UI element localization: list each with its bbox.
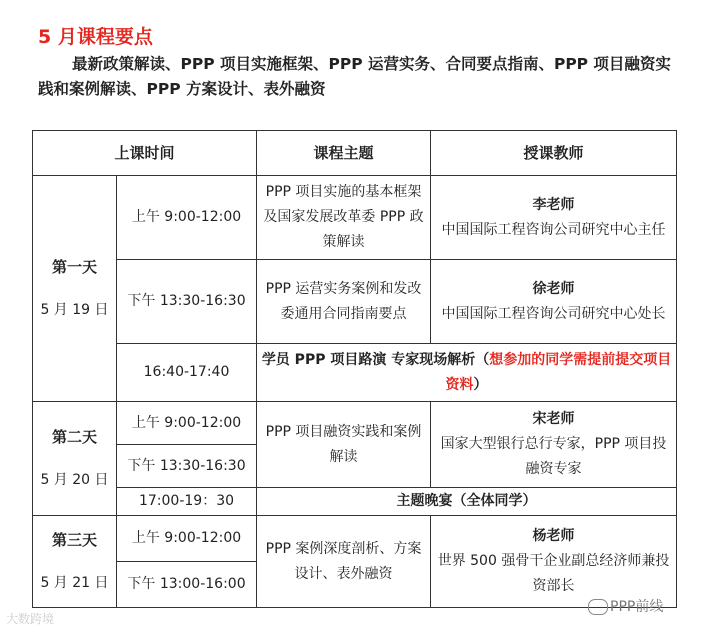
table-row [33,402,677,445]
header-time: 上课时间 [33,131,257,176]
day1-s1-time: 上午 9:00-12:00 [117,176,257,260]
table-row [33,344,677,402]
day1-name: 第一天 [51,257,97,276]
table-row [33,516,677,562]
day3-s1-time: 上午 9:00-12:00 [117,516,257,562]
day1-s3-note: 想参加的同学需提前提交项目资料 [445,351,672,393]
day3-s2-time: 下午 13:00-16:00 [117,562,257,608]
header-teacher: 授课教师 [431,131,677,176]
table-header-row [33,131,677,176]
day1-s2-teacher-name: 徐老师 [532,280,575,297]
day1-s3-activity: 学员 PPP 项目路演 专家现场解析（ [261,351,490,368]
day2-s3-time: 17:00-19：30 [117,488,257,516]
day3-date: 5 月 21 日 [40,574,109,591]
day2-s1-time: 上午 9:00-12:00 [117,402,257,445]
intro-paragraph: 最新政策解读、PPP 项目实施框架、PPP 运营实务、合同要点指南、PPP 项目融资实践和案例解读、PPP 方案设计、表外融资 [38,55,671,98]
day3-name: 第三天 [51,530,97,549]
day1-s3-activity-cell [257,344,677,402]
day3-topic: PPP 案例深度剖析、方案设计、表外融资 [257,516,431,608]
day3-teacher-cell [431,516,677,608]
watermark-right-text: PPP前线 [610,599,664,615]
watermark-left: 大数跨境 [6,612,55,626]
day2-teacher-cell [431,402,677,488]
day2-s3-activity: 主题晚宴（全体同学） [257,488,677,516]
page-title: 5 月课程要点 [38,26,153,48]
day1-cell [33,176,117,402]
table-row [33,260,677,344]
day3-teacher-desc: 世界 500 强骨干企业副总经济师兼投资部长 [437,553,670,594]
day3-teacher-name: 杨老师 [532,528,575,544]
day3-cell [33,516,117,608]
day1-s1-teacher-desc: 中国国际工程咨询公司研究中心主任 [441,221,666,238]
watermark-right [588,596,663,616]
table-row [33,176,677,260]
day1-s1-topic: PPP 项目实施的基本框架及国家发展改革委 PPP 政策解读 [257,176,431,260]
day2-teacher-desc: 国家大型银行总行专家，PPP 项目投融资专家 [440,436,667,477]
day1-s2-time: 下午 13:30-16:30 [117,260,257,344]
day2-date: 5 月 20 日 [40,471,109,488]
day2-s2-time: 下午 13:30-16:30 [117,445,257,488]
header-topic: 课程主题 [257,131,431,176]
table-row [33,488,677,516]
day1-s2-topic: PPP 运营实务案例和发改委通用合同指南要点 [257,260,431,344]
day1-s1-teacher-name: 李老师 [532,196,575,213]
day2-teacher-name: 宋老师 [532,411,575,427]
day1-s2-teacher-desc: 中国国际工程咨询公司研究中心处长 [441,305,666,322]
day1-s2-teacher-cell [431,260,677,344]
course-schedule-table [32,130,677,608]
day1-s1-teacher-cell [431,176,677,260]
day2-topic: PPP 项目融资实践和案例解读 [257,402,431,488]
day1-date: 5 月 19 日 [40,301,109,318]
day2-name: 第二天 [51,427,97,446]
day1-s3-time: 16:40-17:40 [117,344,257,402]
day2-cell [33,402,117,516]
day1-s3-close: ） [473,376,488,393]
wechat-icon [588,599,608,615]
